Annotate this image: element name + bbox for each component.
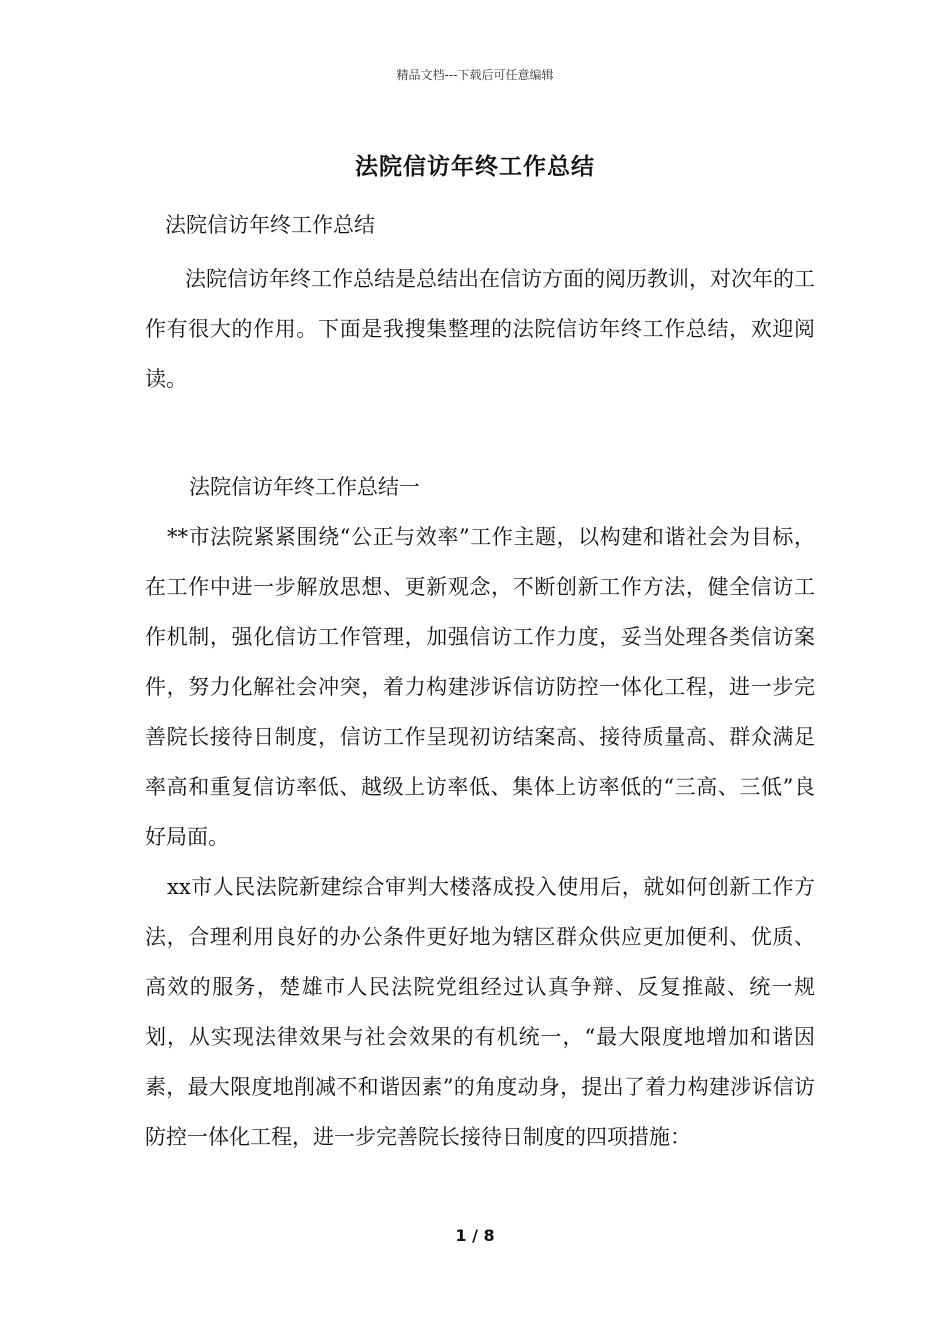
body-paragraph-1: **市法院紧紧围绕“公正与效率”工作主题，以构建和谐社会为目标，在工作中进一步解放思想、更新观念，不断创新工作方法，健全信访工作机制，强化信访工作管理，加强信访工作力度，妥当处理各类信访案件，努力化解社会冲突，着力构建涉诉信访防控一体化工程，进一步完善院长接待日制度，信访工作呈现初访结案高、接待质量高、群众满足率高和重复信访率低、越级上访率低、集体上访率低的“三高、三低”良好局面。 (145, 525, 815, 849)
document-body (145, 200, 815, 1162)
section-title: 法院信访年终工作总结一 (189, 475, 420, 499)
paragraph-spacer (145, 404, 815, 462)
document-title: 法院信访年终工作总结 (355, 153, 595, 180)
intro-paragraph: 法院信访年终工作总结是总结出在信访方面的阅历教训，对次年的工作有很大的作用。下面是我搜集整理的法院信访年终工作总结，欢迎阅读。 (145, 267, 815, 391)
body-paragraph-2: xx市人民法院新建综合审判大楼落成投入使用后，就如何创新工作方法，合理利用良好的办公条件更好地为辖区群众供应更加便利、优质、高效的服务，楚雄市人民法院党组经过认真争辩、反复推敲、统一规划，从实现法律效果与社会效果的有机统一，“最大限度地增加和谐因素，最大限度地削减不和谐因素”的角度动身，提出了着力构建涉诉信访防控一体化工程，进一步完善院长接待日制度的四项措施： (145, 875, 815, 1149)
document-subtitle: 法院信访年终工作总结 (165, 213, 375, 237)
page-number: 1 / 8 (455, 1226, 495, 1245)
page-header: 精品文档---下载后可任意编辑 (396, 68, 554, 82)
